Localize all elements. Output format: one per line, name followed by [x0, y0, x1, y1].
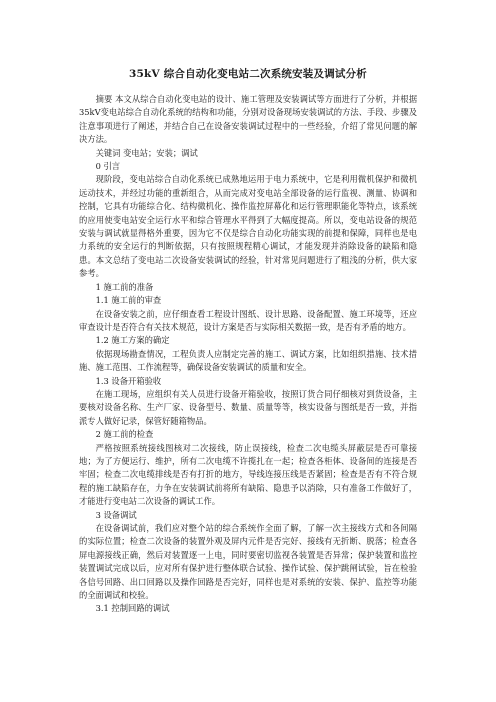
section-text: 在设备安装之前，应仔细查看工程设计图纸、设计思路、设备配置、施工环境等，还应审查设计是否符合有关技术规范，设计方案是否与实际相关数据一致，是否有矛盾的地方。 [79, 308, 417, 332]
section-heading: 2 施工前的检查 [95, 429, 154, 440]
abstract: 摘要 本文从综合自动化变电站的设计、施工管理及安装调试等方面进行了分析，并根据35kV变电站综合自动化系统的结构和功能，分别对设备现场安装调试的方法、手段、步骤及注意事项进行了阐述，并结合自己在设备安装调试过程中的一些经验，介绍了常见问题的解决方法。 [79, 94, 417, 145]
subsection-heading: 1.1 施工前的审查 [95, 295, 162, 306]
keywords: 关键词 变电站；安装；调试 [95, 147, 198, 158]
section-text: 现阶段，变电站综合自动化系统已成熟地运用于电力系统中，它是利用微机保护和微机远动技术，并经过功能的重新组合，从而完成对变电站全部设备的运行监视、测量、协调和控制，它具有功能综合化、结构微机化、操作监控屏幕化和运行管理职能化等特点，该系统的应用使变电站安全运行水平和综合管理水平得到了大幅度提高。所以，变电站设备的规范安装与调试就显得格外重要，因为它不仅是综合自动化功能实现的前提和保障，同样也是电力系统的安全运行的判断依据，只有按照规程精心调试，才能发现并消除设备的缺陷和隐患。本文总结了变电站二次设备安装调试的经验，针对常见问题进行了粗浅的分析，供大家参考。 [79, 174, 417, 279]
subsection-heading: 1.3 设备开箱验收 [95, 375, 162, 386]
section-text: 在设备调试前，我们应对整个站的综合系统作全面了解，了解一次主接线方式和各间隔的实际位置；检查二次设备的装置外观及屏内元件是否完好、接线有无折断、脱落；检查各屏电源接线正确，然后对装置逐一上电，同时要密切监视各装置是否异常；保护装置和监控装置调试完成以后，应对所有保护进行整体联合试验、操作试验、保护跳闸试验，旨在检验各信号回路、出口回路以及操作回路是否完好，同样也是对系统的安装、保护、监控等功能的全面调试和校验。 [79, 523, 417, 601]
subsection-heading: 1.2 施工方案的确定 [95, 335, 170, 346]
section-heading: 3 设备调试 [95, 509, 137, 520]
section-text: 严格按照系统接线图核对二次接线，防止误接线，检查二次电缆头屏蔽层是否可靠接地；为了方便运行、维护，所有二次电缆不许揽扎在一起；检查各柜体、设备间的连接是否牢固；检查二次电缆排线是否有打折的地方，导线连接压线是否紧固；检查是否有不符合规程的施工缺陷存在，力争在安装调试前将所有缺陷、隐患予以消除，只有准备工作做好了，才能进行变电站二次设备的调试工作。 [79, 442, 417, 507]
paper-title: 35kV 综合自动化变电站二次系统安装及调试分析 [129, 68, 367, 80]
section-heading: 0 引言 [95, 161, 121, 172]
subsection-heading: 3.1 控制回路的调试 [95, 603, 170, 614]
section-text: 依据现场勘查情况，工程负责人应制定完善的施工、调试方案，比如组织措施、技术措施、施工范围、工作流程等，确保设备安装调试的质量和安全。 [79, 348, 417, 373]
section-text: 在施工现场，应组织有关人员进行设备开箱验收，按照订货合同仔细核对到货设备，主要核对设备名称、生产厂家、设备型号、数量、质量等等，核实设备与图纸是否一致，并指派专人做好记录，保管好随箱物品。 [79, 388, 417, 426]
section-heading: 1 施工前的准备 [95, 281, 154, 292]
paper-body [79, 93, 417, 616]
